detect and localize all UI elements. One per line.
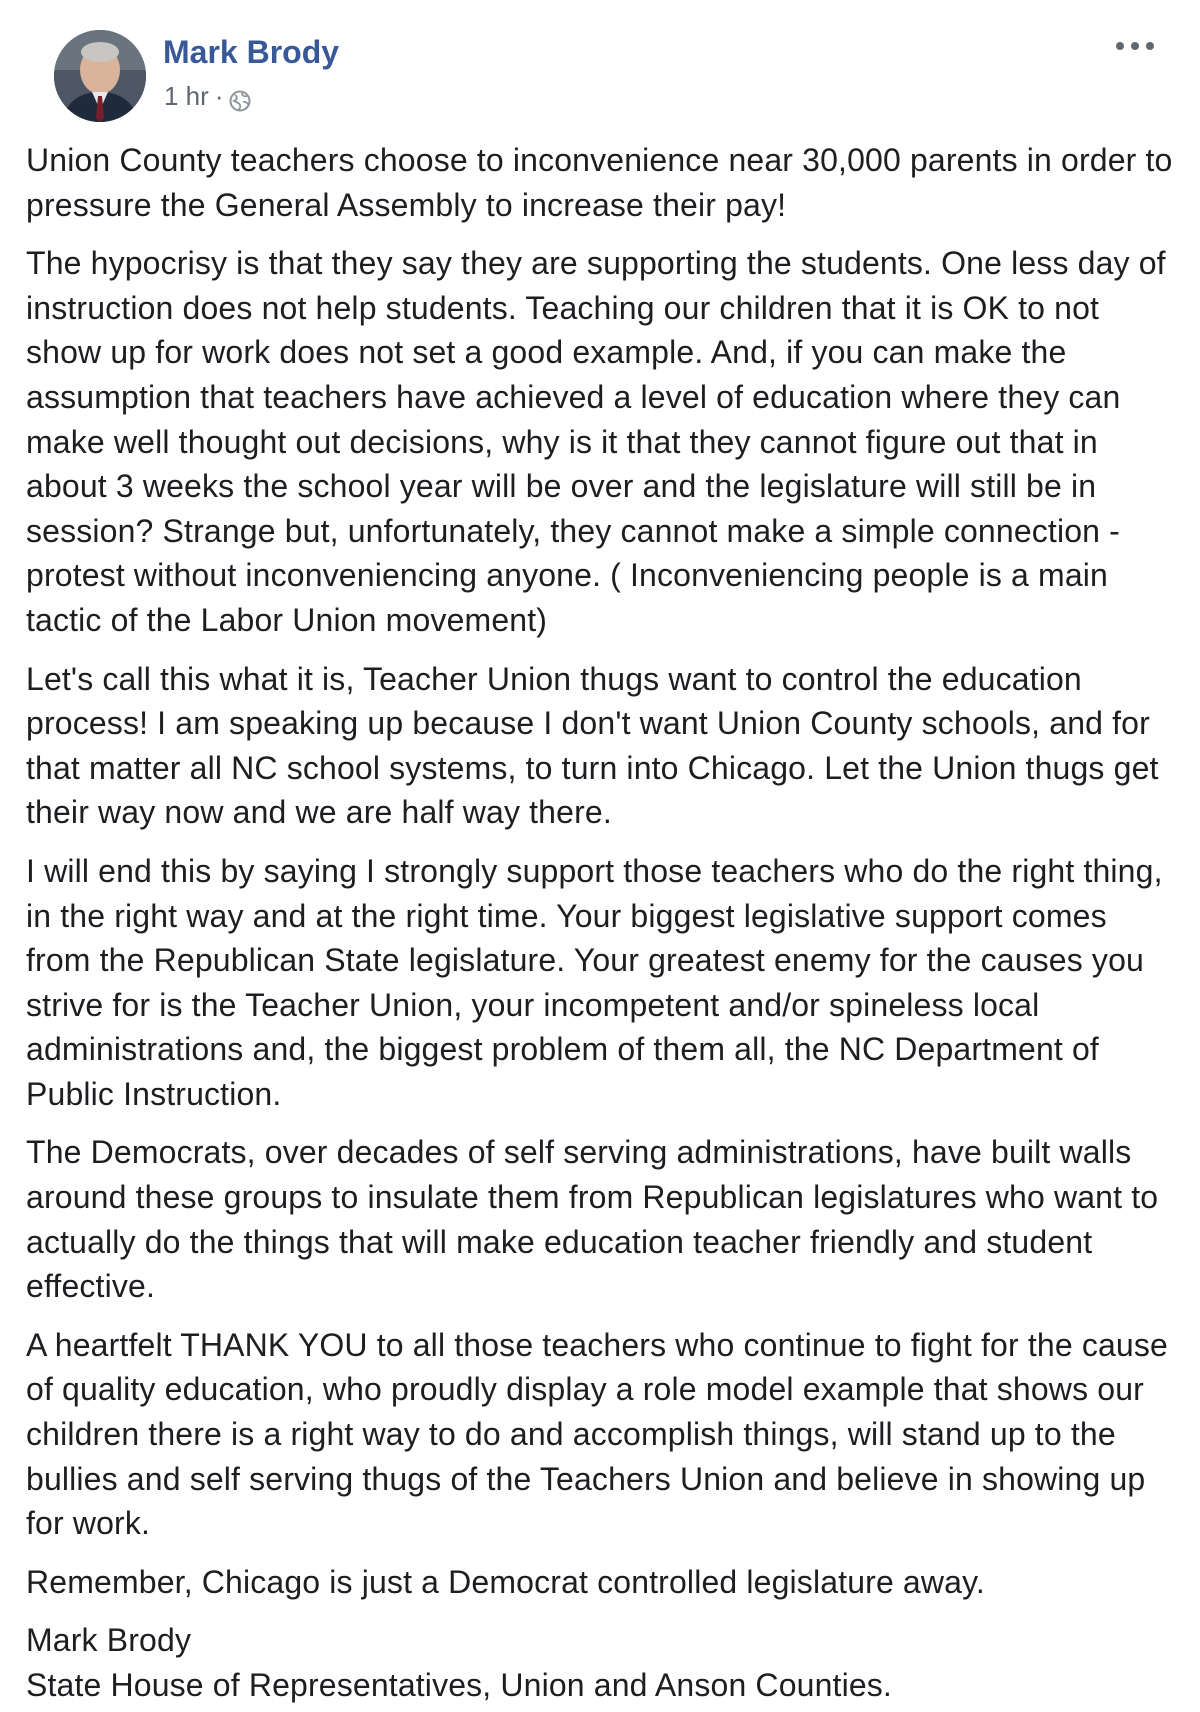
signature-name: Mark Brody — [26, 1622, 192, 1659]
post-meta — [164, 80, 251, 112]
post-paragraph: A heartfelt THANK YOU to all those teachers who continue to fight for the cause of quality education, who proudly display a role model example that shows our children there is a right way to do and accomplish things, will stand up to the bullies and self serving thugs of the Teachers Union and believe in showing up for work. — [26, 1326, 1168, 1542]
more-options-icon[interactable] — [1112, 34, 1158, 58]
post-signature — [26, 1618, 1176, 1707]
post-paragraph: The Democrats, over decades of self serving administrations, have built walls around these groups to insulate them from Republican legislatures who want to actually do the things that will make education teacher friendly and student effective. — [26, 1134, 1159, 1305]
meta-separator: · — [214, 81, 224, 111]
post-body — [26, 138, 1176, 1708]
author-name-link[interactable]: Mark Brody — [163, 34, 340, 70]
globe-icon[interactable] — [229, 87, 251, 109]
signature-title: State House of Representatives, Union and Anson Counties. — [26, 1667, 892, 1703]
avatar-image — [54, 30, 146, 122]
post-paragraph: Union County teachers choose to inconvenience near 30,000 parents in order to pressure the General Assembly to increase their pay! — [26, 142, 1173, 223]
post-paragraph: Let's call this what it is, Teacher Union thugs want to control the education process! I am speaking up because I don't want Union County schools, and for that matter all NC school systems, to turn into Chicago. Let the Union thugs get their way now and we are half way there. — [26, 660, 1159, 831]
post-paragraph: I will end this by saying I strongly support those teachers who do the right thing, in the right way and at the right time. Your biggest legislative support comes from the Republican State legislature. Your greatest enemy for the causes you strive for is the Teacher Union, your incompetent and/or spineless local administrations and, the biggest problem of them all, the NC Department of Public Instruction. — [26, 852, 1163, 1112]
post-paragraph: The hypocrisy is that they say they are supporting the students. One less day of instruction does not help students. Teaching our children that it is OK to not show up for work does not set a good example. And, if you can make the assumption that teachers have achieved a level of education where they can make well thought out decisions, why is it that they cannot figure out that in about 3 weeks the school year will be over and the legislature will still be in session? Strange but, unfortunately, they cannot make a simple connection - protest without inconveniencing anyone. ( Inconveniencing people is a main tactic of the Labor Union movement) — [26, 245, 1166, 638]
author-avatar[interactable] — [54, 30, 146, 122]
post-header — [26, 0, 1174, 138]
post-paragraph: Remember, Chicago is just a Democrat controlled legislature away. — [26, 1563, 985, 1600]
post-timestamp[interactable]: 1 hr — [164, 81, 209, 111]
